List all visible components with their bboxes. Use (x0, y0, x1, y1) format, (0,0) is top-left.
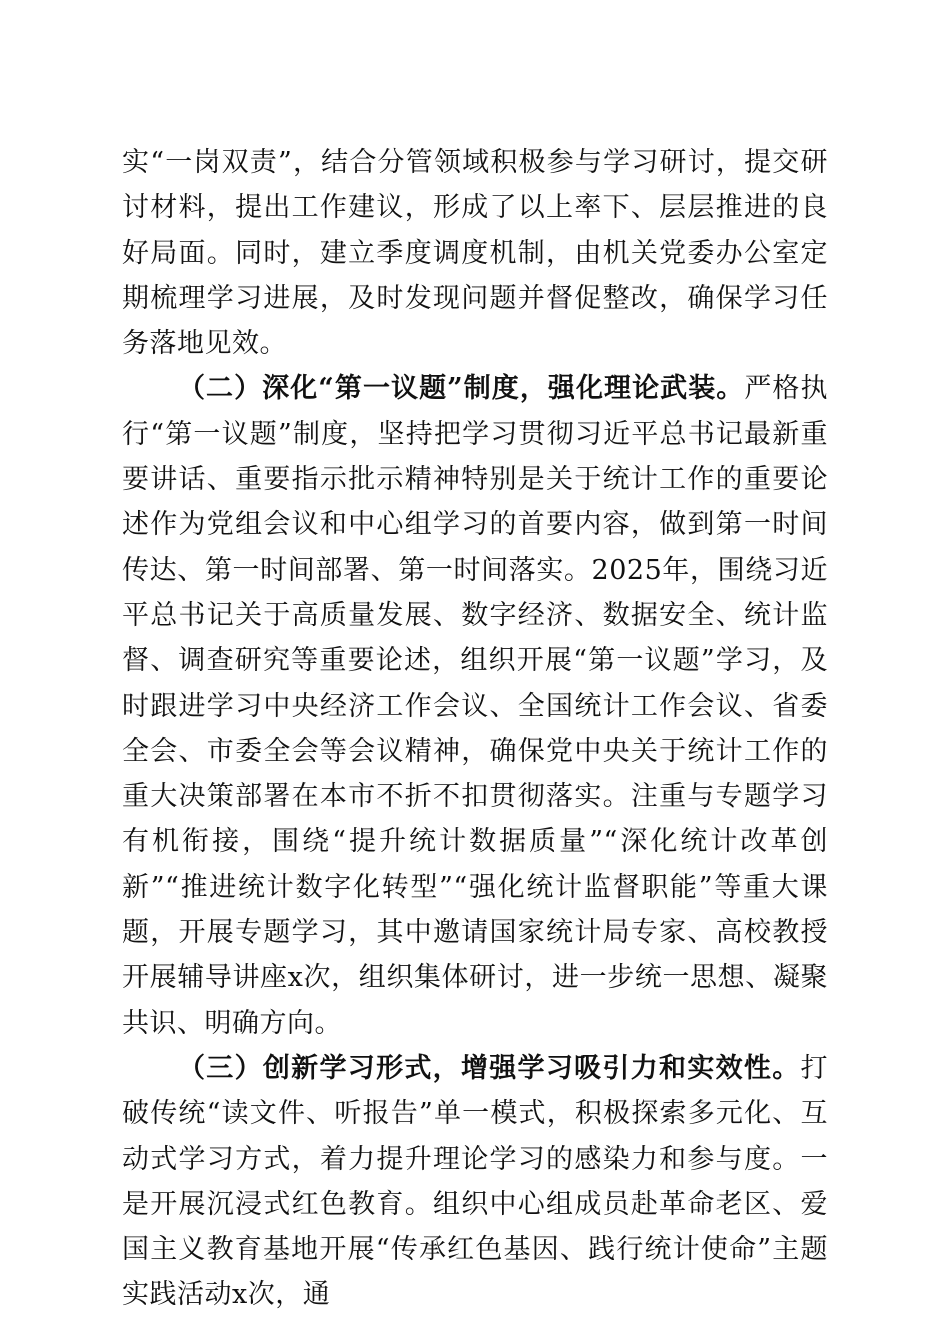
paragraph-section-2 (122, 366, 828, 1045)
section-heading: （二）深化“第一议题”制度，强化理论武装。 (178, 373, 745, 405)
paragraph-continuation (122, 140, 828, 366)
section-heading: （三）创新学习形式，增强学习吸引力和实效性。 (178, 1052, 801, 1084)
paragraph-text: 打破传统“读文件、听报告”单一模式，积极探索多元化、互动式学习方式，着力提升理论学习的感染力和参与度。一是开展沉浸式红色教育。组织中心组成员赴革命老区、爱国主义教育基地开展“传承红色基因、践行统计使命”主题实践活动x次，通 (122, 1052, 828, 1311)
paragraph-section-3 (122, 1046, 828, 1318)
document-body (122, 140, 828, 1318)
paragraph-text: 实“一岗双责”，结合分管领域积极参与学习研讨，提交研讨材料，提出工作建议，形成了以上率下、层层推进的良好局面。同时，建立季度调度机制，由机关党委办公室定期梳理学习进展，及时发现问题并督促整改，确保学习任务落地见效。 (122, 147, 828, 360)
paragraph-text: 严格执行“第一议题”制度，坚持把学习贯彻习近平总书记最新重要讲话、重要指示批示精神特别是关于统计工作的重要论述作为党组会议和中心组学习的首要内容，做到第一时间传达、第一时间部署、第一时间落实。2025年，围绕习近平总书记关于高质量发展、数字经济、数据安全、统计监督、调查研究等重要论述，组织开展“第一议题”学习，及时跟进学习中央经济工作会议、全国统计工作会议、省委全会、市委全会等会议精神，确保党中央关于统计工作的重大决策部署在本市不折不扣贯彻落实。注重与专题学习有机衔接，围绕“提升统计数据质量”“深化统计改革创新”“推进统计数字化转型”“强化统计监督职能”等重大课题，开展专题学习，其中邀请国家统计局专家、高校教授开展辅导讲座x次，组织集体研讨，进一步统一思想、凝聚共识、明确方向。 (122, 373, 828, 1039)
